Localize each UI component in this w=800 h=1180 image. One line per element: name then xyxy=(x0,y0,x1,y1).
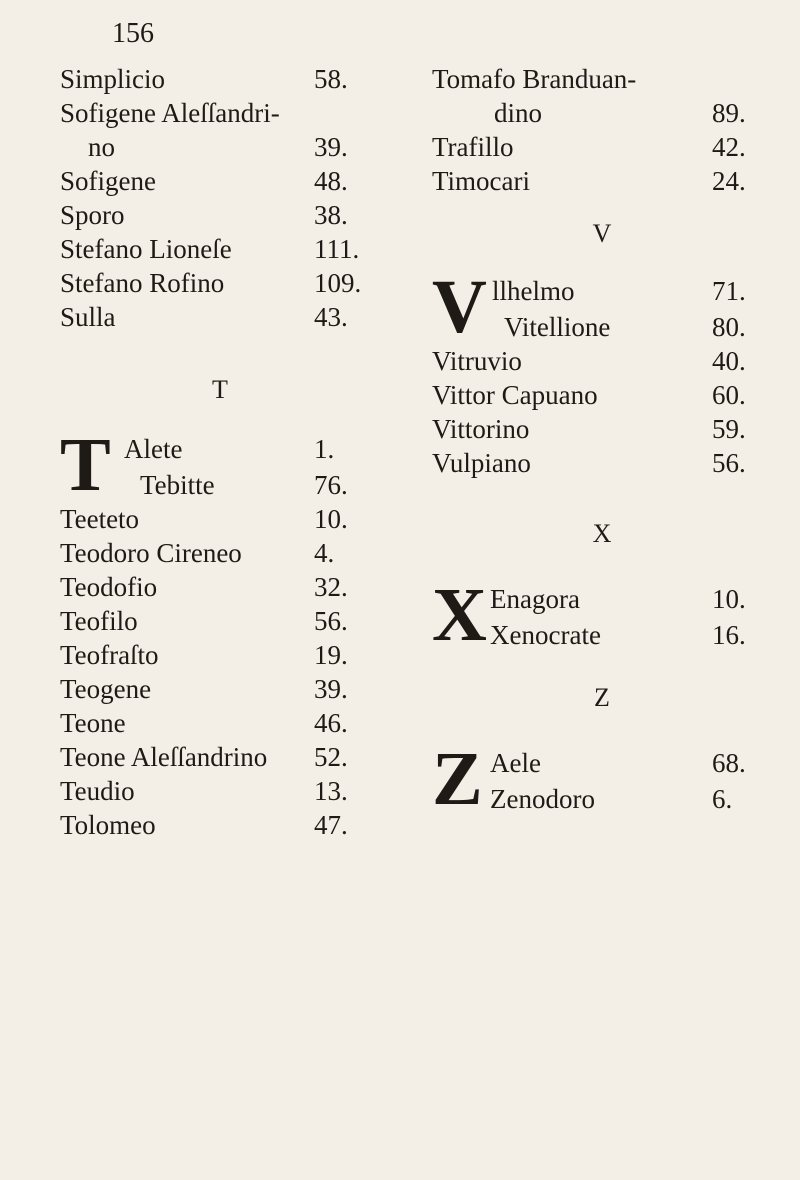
index-entry: Teodoro Cireneo 4. xyxy=(60,538,335,568)
index-entry: Timocari 24. xyxy=(432,166,746,196)
index-entry: Vitellione 80. xyxy=(504,312,746,342)
index-entry: Zenodoro 6. xyxy=(490,784,733,814)
index-entry: Teodofio 32. xyxy=(60,572,348,602)
section-heading-x: X xyxy=(592,519,612,548)
drop-cap-letter: Z xyxy=(432,737,483,821)
index-entry: Xenocrate 16. xyxy=(490,620,746,650)
index-entry-dropcap: Z Aele 68. xyxy=(432,737,746,821)
index-entry: no 39. xyxy=(88,132,348,162)
index-entry: Teofilo 56. xyxy=(60,606,348,636)
index-entry: Vittorino 59. xyxy=(432,414,746,444)
section-heading-z: Z xyxy=(594,683,610,712)
index-entry: Tebitte 76. xyxy=(140,470,348,500)
index-entry: Teofraſto 19. xyxy=(60,640,348,670)
index-entry: Simplicio 58. xyxy=(60,64,348,94)
left-column xyxy=(60,62,380,842)
right-column xyxy=(432,62,772,821)
index-entry: Teeteto 10. xyxy=(60,504,348,534)
index-entry: Vitruvio 40. xyxy=(432,346,746,376)
index-entry: Stefano Rofino 109. xyxy=(60,268,362,298)
index-entry-dropcap: V llhelmo 71. xyxy=(432,265,746,349)
index-entry: Teone 46. xyxy=(60,708,348,738)
index-entry-dropcap: T Alete 1. xyxy=(60,423,335,507)
index-entry: Stefano Lioneſe 111. xyxy=(60,234,360,264)
section-heading-v: V xyxy=(592,219,612,248)
section-heading-t: T xyxy=(212,375,228,404)
drop-cap-letter: T xyxy=(60,423,111,507)
index-entry: Tolomeo 47. xyxy=(60,810,348,840)
index-entry: Trafillo 42. xyxy=(432,132,746,162)
index-entry: Teudio 13. xyxy=(60,776,348,806)
index-entry: Tomafo Branduan- xyxy=(432,64,637,94)
index-entry: Sporo 38. xyxy=(60,200,348,230)
index-entry-dropcap: X Enagora 10. xyxy=(432,573,746,657)
index-entry: Sofigene 48. xyxy=(60,166,348,196)
index-entry: Teone Aleſſandrino 52. xyxy=(60,742,348,772)
drop-cap-letter: V xyxy=(432,265,487,349)
index-entry: dino 89. xyxy=(494,98,746,128)
index-entry: Sulla 43. xyxy=(60,302,348,332)
drop-cap-letter: X xyxy=(432,573,487,657)
page-number: 156 xyxy=(112,18,154,49)
index-entry: Sofigene Aleſſandri- xyxy=(60,98,280,128)
index-entry: Teogene 39. xyxy=(60,674,348,704)
index-entry: Vulpiano 56. xyxy=(432,448,746,478)
index-entry: Vittor Capuano 60. xyxy=(432,380,746,410)
